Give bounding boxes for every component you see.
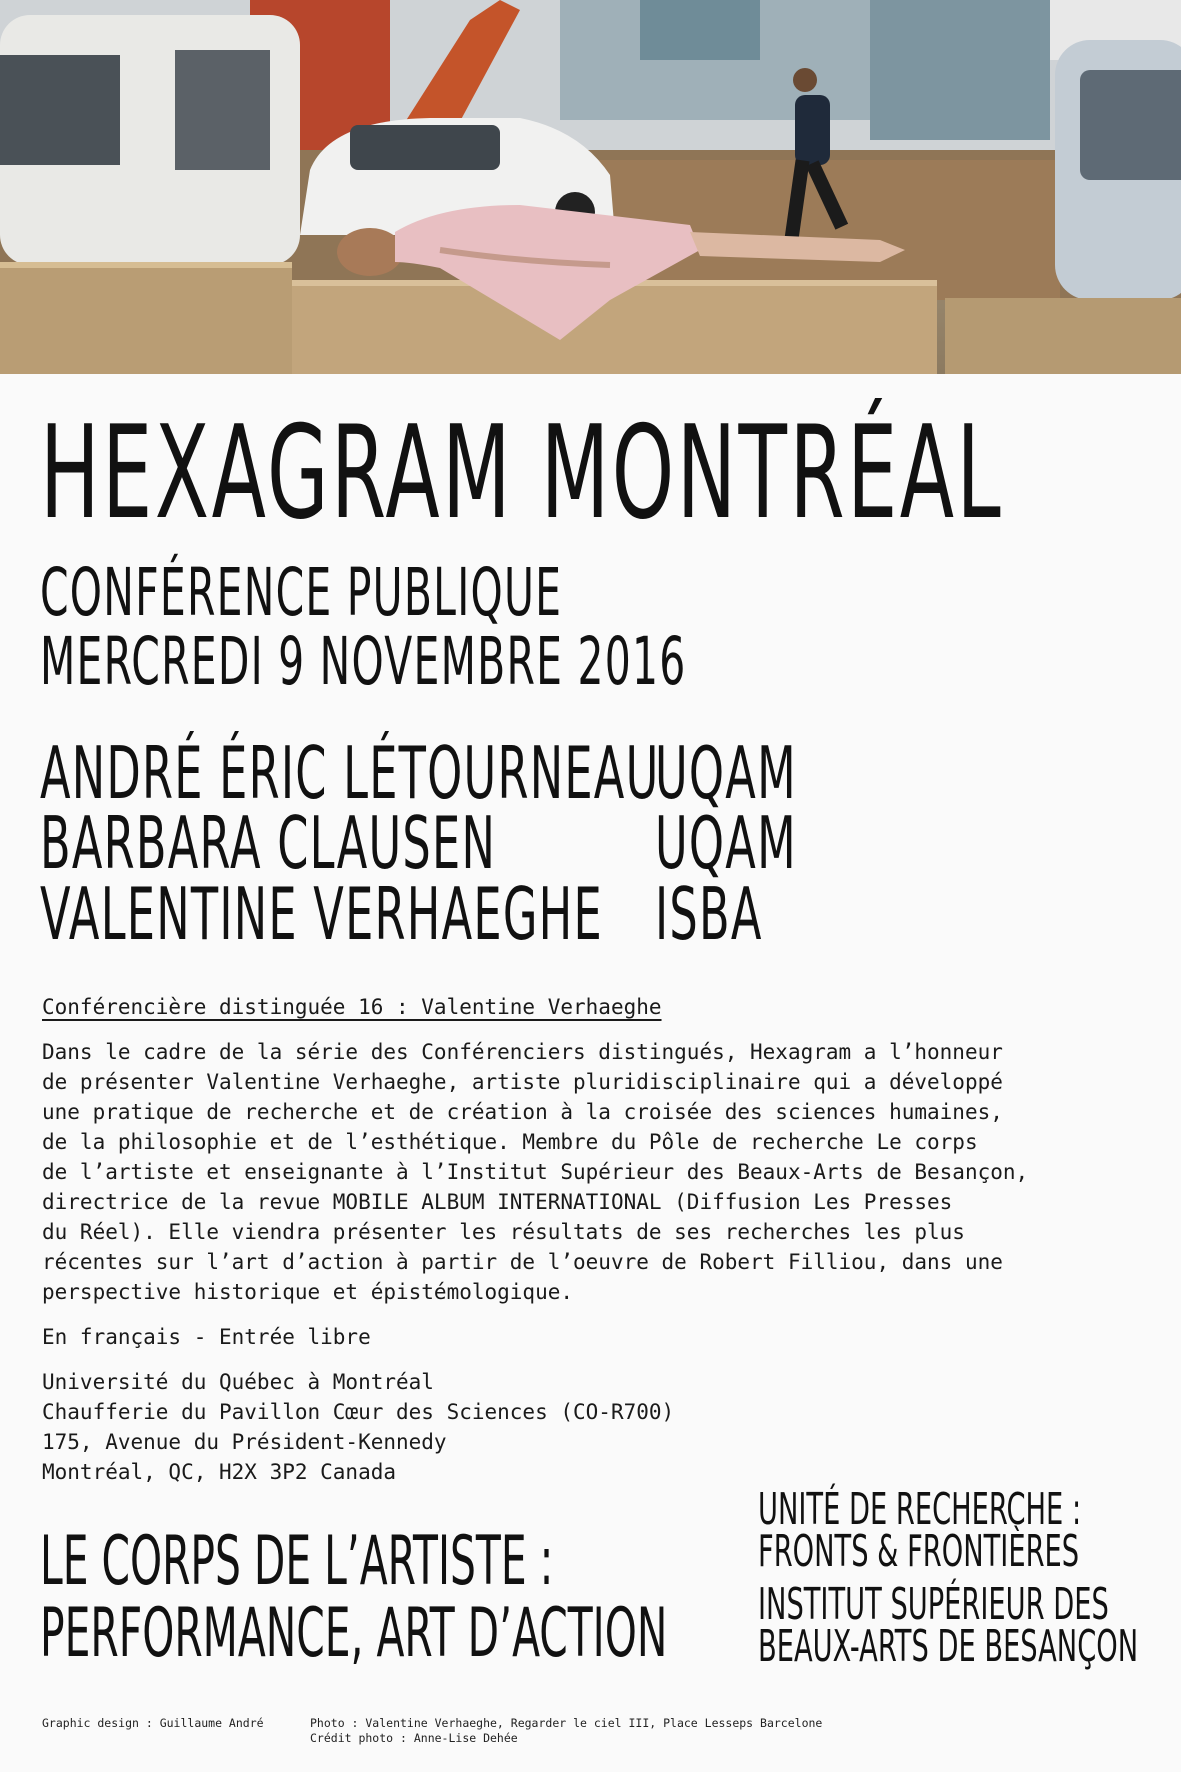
description-line: directrice de la revue MOBILE ALBUM INTERNATIONAL (Diffusion Les Presses <box>42 1190 953 1214</box>
description-line: du Réel). Elle viendra présenter les résultats de ses recherches les plus <box>42 1220 965 1244</box>
organizer-line: BEAUX-ARTS DE BESANÇON <box>758 1621 1139 1672</box>
organizer-line: UNITÉ DE RECHERCHE : <box>758 1484 1082 1535</box>
poster-title: HEXAGRAM MONTRÉAL <box>40 399 1004 548</box>
description-line: de présenter Valentine Verhaeghe, artiste pluridisciplinaire qui a développé <box>42 1070 1003 1094</box>
event-description <box>42 1037 1028 1307</box>
speaker-name: VALENTINE VERHAEGHE <box>40 872 603 956</box>
lecture-heading: Conférencière distinguée 16 : Valentine Verhaeghe <box>42 995 662 1019</box>
speaker-institution: UQAM <box>655 801 797 885</box>
description-line: une pratique de recherche et de création à la croisée des sciences humaines, <box>42 1100 1003 1124</box>
design-credit: Graphic design : Guillaume André <box>42 1716 264 1730</box>
description-line: Dans le cadre de la série des Conférenciers distingués, Hexagram a l’honneur <box>42 1040 1003 1064</box>
description-line: de la philosophie et de l’esthétique. Membre du Pôle de recherche Le corps <box>42 1130 978 1154</box>
photo-credit-block <box>310 1716 822 1746</box>
organizer-line: INSTITUT SUPÉRIEUR DES <box>758 1579 1109 1630</box>
photo-caption: Photo : Valentine Verhaeghe, Regarder le ciel III, Place Lesseps Barcelone <box>310 1716 823 1730</box>
address-line: Université du Québec à Montréal <box>42 1370 434 1394</box>
theme-line: LE CORPS DE L’ARTISTE : <box>40 1522 554 1601</box>
photo-credit: Crédit photo : Anne-Lise Dehée <box>310 1731 518 1745</box>
event-date: MERCREDI 9 NOVEMBRE 2016 <box>40 623 687 700</box>
language-note: En français - Entrée libre <box>42 1325 371 1349</box>
speaker-name: BARBARA CLAUSEN <box>40 801 497 885</box>
description-line: récentes sur l’art d’action à partir de l’oeuvre de Robert Filliou, dans une <box>42 1250 1003 1274</box>
theme-line: PERFORMANCE, ART D’ACTION <box>40 1594 668 1673</box>
performance-photo-illustration <box>0 0 1181 374</box>
organizer-line: FRONTS & FRONTIÈRES <box>758 1526 1080 1577</box>
event-type: CONFÉRENCE PUBLIQUE <box>40 554 563 631</box>
address-line: Montréal, QC, H2X 3P2 Canada <box>42 1460 397 1484</box>
speaker-institution: ISBA <box>655 872 763 956</box>
address-line: 175, Avenue du Président-Kennedy <box>42 1430 447 1454</box>
speaker-name: ANDRÉ ÉRIC LÉTOURNEAU <box>40 731 660 815</box>
venue-address <box>42 1367 674 1487</box>
header-photo <box>0 0 1181 374</box>
description-line: perspective historique et épistémologique. <box>42 1280 574 1304</box>
speaker-institution: UQAM <box>655 731 797 815</box>
description-line: de l’artiste et enseignante à l’Institut Supérieur des Beaux-Arts de Besançon, <box>42 1160 1029 1184</box>
address-line: Chaufferie du Pavillon Cœur des Sciences (CO-R700) <box>42 1400 675 1424</box>
